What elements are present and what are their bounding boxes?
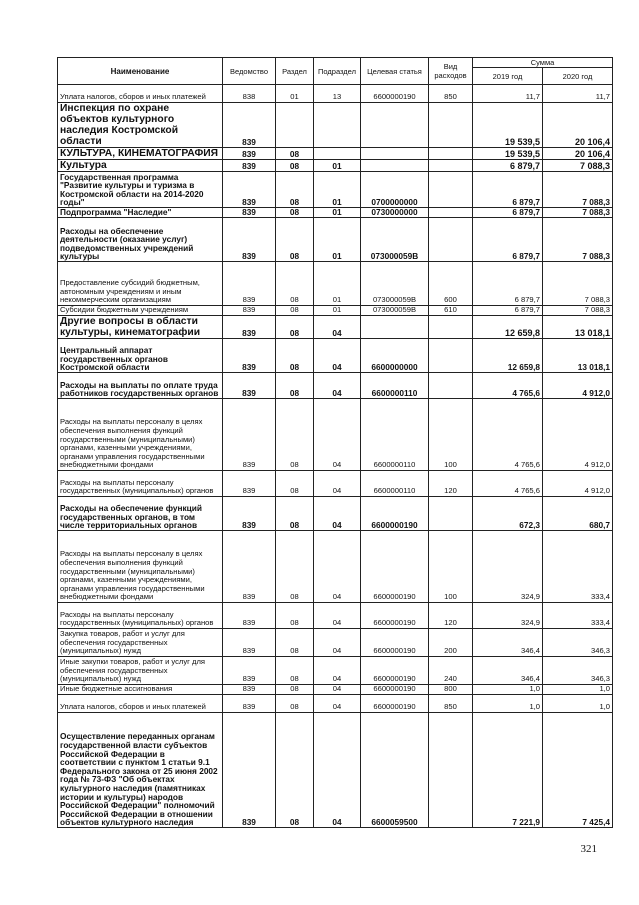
- row-name: Государственная программа "Развитие культуры и туризма в Костромской области на 2014-2020 годы": [58, 172, 223, 208]
- row-target-article: 6600000110: [361, 399, 429, 471]
- table-row: [58, 695, 613, 713]
- header-department: Ведомство: [223, 58, 276, 85]
- row-subsection: 04: [314, 399, 361, 471]
- row-section: 08: [276, 399, 314, 471]
- row-department: 839: [223, 103, 276, 148]
- row-sum-2019: 1,0: [473, 695, 543, 713]
- header-name: Наименование: [58, 58, 223, 85]
- row-subsection: 01: [314, 208, 361, 218]
- row-expense-type: [429, 339, 473, 373]
- table-row: [58, 657, 613, 685]
- row-subsection: 04: [314, 629, 361, 657]
- table-row: [58, 316, 613, 339]
- row-section: 08: [276, 713, 314, 828]
- row-department: 839: [223, 316, 276, 339]
- row-department: 839: [223, 373, 276, 399]
- row-subsection: 01: [314, 172, 361, 208]
- row-department: 839: [223, 471, 276, 497]
- row-subsection: 04: [314, 471, 361, 497]
- row-sum-2020: 7 088,3: [543, 262, 613, 306]
- row-sum-2019: 6 879,7: [473, 208, 543, 218]
- row-name: Инспекция по охране объектов культурного наследия Костромской области: [58, 103, 223, 148]
- row-sum-2019: 324,9: [473, 531, 543, 603]
- row-name: Уплата налогов, сборов и иных платежей: [58, 695, 223, 713]
- row-name: Иные закупки товаров, работ и услуг для обеспечения государственных (муниципальных) нужд: [58, 657, 223, 685]
- header-year-2020: 2020 год: [543, 68, 613, 85]
- row-department: 838: [223, 85, 276, 103]
- table-row: [58, 148, 613, 160]
- row-subsection: 04: [314, 531, 361, 603]
- row-expense-type: 800: [429, 685, 473, 695]
- row-name: Иные бюджетные ассигнования: [58, 685, 223, 695]
- row-department: 839: [223, 685, 276, 695]
- row-section: [276, 103, 314, 148]
- row-department: 839: [223, 172, 276, 208]
- row-sum-2019: 12 659,8: [473, 316, 543, 339]
- row-target-article: 073000059В: [361, 306, 429, 316]
- table-row: [58, 208, 613, 218]
- row-subsection: [314, 103, 361, 148]
- row-subsection: 13: [314, 85, 361, 103]
- row-section: 08: [276, 148, 314, 160]
- row-name: Расходы на выплаты по оплате труда работников государственных органов: [58, 373, 223, 399]
- row-sum-2019: 12 659,8: [473, 339, 543, 373]
- row-sum-2020: 346,3: [543, 629, 613, 657]
- row-name: Расходы на обеспечение функций государственных органов, в том числе территориальных органов: [58, 497, 223, 531]
- row-target-article: 6600000190: [361, 497, 429, 531]
- row-expense-type: [429, 148, 473, 160]
- row-sum-2019: 6 879,7: [473, 160, 543, 172]
- row-department: 839: [223, 208, 276, 218]
- row-expense-type: 850: [429, 85, 473, 103]
- row-target-article: 6600000190: [361, 695, 429, 713]
- header-sum: Сумма: [473, 58, 613, 68]
- page-number: 321: [580, 843, 597, 855]
- row-section: 08: [276, 339, 314, 373]
- row-expense-type: 200: [429, 629, 473, 657]
- row-section: 08: [276, 657, 314, 685]
- row-name: Другие вопросы в области культуры, кинематографии: [58, 316, 223, 339]
- row-sum-2020: 333,4: [543, 531, 613, 603]
- row-sum-2020: 4 912,0: [543, 471, 613, 497]
- row-expense-type: 610: [429, 306, 473, 316]
- row-section: 08: [276, 262, 314, 306]
- table-row: [58, 685, 613, 695]
- row-sum-2020: 346,3: [543, 657, 613, 685]
- table-row: [58, 603, 613, 629]
- row-sum-2019: 4 765,6: [473, 373, 543, 399]
- row-sum-2020: 20 106,4: [543, 103, 613, 148]
- row-sum-2020: 333,4: [543, 603, 613, 629]
- row-expense-type: 120: [429, 603, 473, 629]
- row-sum-2019: 6 879,7: [473, 218, 543, 262]
- row-sum-2020: 20 106,4: [543, 148, 613, 160]
- row-sum-2019: 324,9: [473, 603, 543, 629]
- table-row: [58, 629, 613, 657]
- table-row: [58, 218, 613, 262]
- row-sum-2020: 7 088,3: [543, 218, 613, 262]
- row-sum-2020: 13 018,1: [543, 316, 613, 339]
- row-subsection: 04: [314, 497, 361, 531]
- row-department: 839: [223, 497, 276, 531]
- table-row: [58, 172, 613, 208]
- row-expense-type: 600: [429, 262, 473, 306]
- row-sum-2020: 1,0: [543, 695, 613, 713]
- row-sum-2020: 7 088,3: [543, 306, 613, 316]
- row-section: 08: [276, 531, 314, 603]
- row-department: 839: [223, 629, 276, 657]
- row-target-article: 6600000110: [361, 471, 429, 497]
- table-row: [58, 85, 613, 103]
- row-name: Расходы на выплаты персоналу в целях обеспечения выполнения функций государственными (муниципальными) органами, казенными учреждениями, органами управления государственными внебюджетными фондами: [58, 531, 223, 603]
- row-section: 08: [276, 629, 314, 657]
- row-sum-2020: 7 088,3: [543, 160, 613, 172]
- row-name: Закупка товаров, работ и услуг для обеспечения государственных (муниципальных) нужд: [58, 629, 223, 657]
- row-sum-2019: 6 879,7: [473, 306, 543, 316]
- row-department: 839: [223, 262, 276, 306]
- row-name: Субсидии бюджетным учреждениям: [58, 306, 223, 316]
- row-target-article: 6600000190: [361, 603, 429, 629]
- row-target-article: 6600000190: [361, 85, 429, 103]
- row-sum-2019: 4 765,6: [473, 471, 543, 497]
- row-target-article: 6600000110: [361, 373, 429, 399]
- row-target-article: 6600000190: [361, 531, 429, 603]
- row-target-article: 073000059В: [361, 218, 429, 262]
- row-department: 839: [223, 306, 276, 316]
- row-department: 839: [223, 339, 276, 373]
- row-expense-type: [429, 713, 473, 828]
- row-sum-2020: 13 018,1: [543, 339, 613, 373]
- row-department: 839: [223, 160, 276, 172]
- table-row: [58, 306, 613, 316]
- row-department: 839: [223, 657, 276, 685]
- table-row: [58, 373, 613, 399]
- table-row: [58, 531, 613, 603]
- row-name: Подпрограмма "Наследие": [58, 208, 223, 218]
- row-target-article: 6600000190: [361, 657, 429, 685]
- row-target-article: [361, 316, 429, 339]
- row-name: Расходы на выплаты персоналу государственных (муниципальных) органов: [58, 471, 223, 497]
- row-subsection: 04: [314, 695, 361, 713]
- table-row: [58, 262, 613, 306]
- row-expense-type: [429, 172, 473, 208]
- row-target-article: 6600000190: [361, 629, 429, 657]
- row-department: 839: [223, 218, 276, 262]
- table-row: [58, 339, 613, 373]
- table-row: [58, 399, 613, 471]
- row-sum-2019: 7 221,9: [473, 713, 543, 828]
- row-subsection: 04: [314, 373, 361, 399]
- row-expense-type: [429, 208, 473, 218]
- row-section: 08: [276, 471, 314, 497]
- table-row: [58, 160, 613, 172]
- row-sum-2019: 346,4: [473, 657, 543, 685]
- row-department: 839: [223, 695, 276, 713]
- row-expense-type: [429, 373, 473, 399]
- row-section: 08: [276, 373, 314, 399]
- row-sum-2020: 7 088,3: [543, 172, 613, 208]
- row-sum-2019: 11,7: [473, 85, 543, 103]
- row-sum-2020: 11,7: [543, 85, 613, 103]
- row-expense-type: [429, 103, 473, 148]
- row-expense-type: [429, 497, 473, 531]
- row-sum-2019: 346,4: [473, 629, 543, 657]
- header-target-article: Целевая статья: [361, 58, 429, 85]
- row-target-article: 6600059500: [361, 713, 429, 828]
- row-section: 08: [276, 695, 314, 713]
- row-sum-2020: 7 088,3: [543, 208, 613, 218]
- row-target-article: [361, 148, 429, 160]
- row-sum-2019: 6 879,7: [473, 172, 543, 208]
- header-section: Раздел: [276, 58, 314, 85]
- row-expense-type: 100: [429, 531, 473, 603]
- row-sum-2019: 672,3: [473, 497, 543, 531]
- row-expense-type: 100: [429, 399, 473, 471]
- row-subsection: 04: [314, 713, 361, 828]
- row-subsection: 04: [314, 657, 361, 685]
- row-sum-2019: 19 539,5: [473, 148, 543, 160]
- table-row: [58, 713, 613, 828]
- row-section: 08: [276, 497, 314, 531]
- row-section: 08: [276, 208, 314, 218]
- row-department: 839: [223, 713, 276, 828]
- row-section: 08: [276, 172, 314, 208]
- row-target-article: 6600000190: [361, 685, 429, 695]
- row-subsection: 01: [314, 262, 361, 306]
- table-row: [58, 103, 613, 148]
- row-expense-type: 850: [429, 695, 473, 713]
- row-section: 08: [276, 160, 314, 172]
- row-sum-2020: 4 912,0: [543, 399, 613, 471]
- row-section: 08: [276, 603, 314, 629]
- row-target-article: 073000059В: [361, 262, 429, 306]
- header-year-2019: 2019 год: [473, 68, 543, 85]
- row-expense-type: [429, 218, 473, 262]
- row-subsection: 01: [314, 218, 361, 262]
- row-name: Осуществление переданных органам государственной власти субъектов Российской Федерации в соответствии с пунктом 1 статьи 9.1 Федерального закона от 25 июня 2002 года № 73-ФЗ "Об объектах культурного наследия (памятниках истории и культуры) народов Российской Федерации" полномочий Российской Федерации в отношении объектов культурного наследия: [58, 713, 223, 828]
- row-subsection: 04: [314, 685, 361, 695]
- row-department: 839: [223, 148, 276, 160]
- row-subsection: 04: [314, 316, 361, 339]
- row-sum-2020: 680,7: [543, 497, 613, 531]
- row-expense-type: 240: [429, 657, 473, 685]
- row-target-article: [361, 103, 429, 148]
- row-sum-2019: 6 879,7: [473, 262, 543, 306]
- row-name: Расходы на обеспечение деятельности (оказание услуг) подведомственных учреждений культуры: [58, 218, 223, 262]
- row-target-article: [361, 160, 429, 172]
- row-subsection: [314, 148, 361, 160]
- row-name: Расходы на выплаты персоналу государственных (муниципальных) органов: [58, 603, 223, 629]
- row-target-article: 0730000000: [361, 208, 429, 218]
- row-expense-type: [429, 160, 473, 172]
- row-name: Расходы на выплаты персоналу в целях обеспечения выполнения функций государственными (муниципальными) органами, казенными учреждениями, органами управления государственными внебюджетными фондами: [58, 399, 223, 471]
- row-subsection: 01: [314, 160, 361, 172]
- table-row: [58, 497, 613, 531]
- row-sum-2020: 1,0: [543, 685, 613, 695]
- header-subsection: Подраздел: [314, 58, 361, 85]
- row-name: Предоставление субсидий бюджетным, автономным учреждениям и иным некоммерческим организациям: [58, 262, 223, 306]
- row-name: Уплата налогов, сборов и иных платежей: [58, 85, 223, 103]
- row-name: Культура: [58, 160, 223, 172]
- row-sum-2019: 4 765,6: [473, 399, 543, 471]
- row-sum-2019: 1,0: [473, 685, 543, 695]
- row-section: 08: [276, 685, 314, 695]
- row-department: 839: [223, 603, 276, 629]
- budget-table: [57, 57, 613, 828]
- row-department: 839: [223, 399, 276, 471]
- row-section: 08: [276, 306, 314, 316]
- row-name: Центральный аппарат государственных органов Костромской области: [58, 339, 223, 373]
- header-expense-type: Вид расходов: [429, 58, 473, 85]
- row-section: 08: [276, 316, 314, 339]
- row-target-article: 6600000000: [361, 339, 429, 373]
- row-section: 08: [276, 218, 314, 262]
- row-expense-type: 120: [429, 471, 473, 497]
- row-sum-2019: 19 539,5: [473, 103, 543, 148]
- row-subsection: 04: [314, 339, 361, 373]
- row-section: 01: [276, 85, 314, 103]
- table-row: [58, 471, 613, 497]
- row-target-article: 0700000000: [361, 172, 429, 208]
- row-expense-type: [429, 316, 473, 339]
- row-department: 839: [223, 531, 276, 603]
- row-subsection: 04: [314, 603, 361, 629]
- row-sum-2020: 4 912,0: [543, 373, 613, 399]
- row-subsection: 01: [314, 306, 361, 316]
- row-sum-2020: 7 425,4: [543, 713, 613, 828]
- row-name: КУЛЬТУРА, КИНЕМАТОГРАФИЯ: [58, 148, 223, 160]
